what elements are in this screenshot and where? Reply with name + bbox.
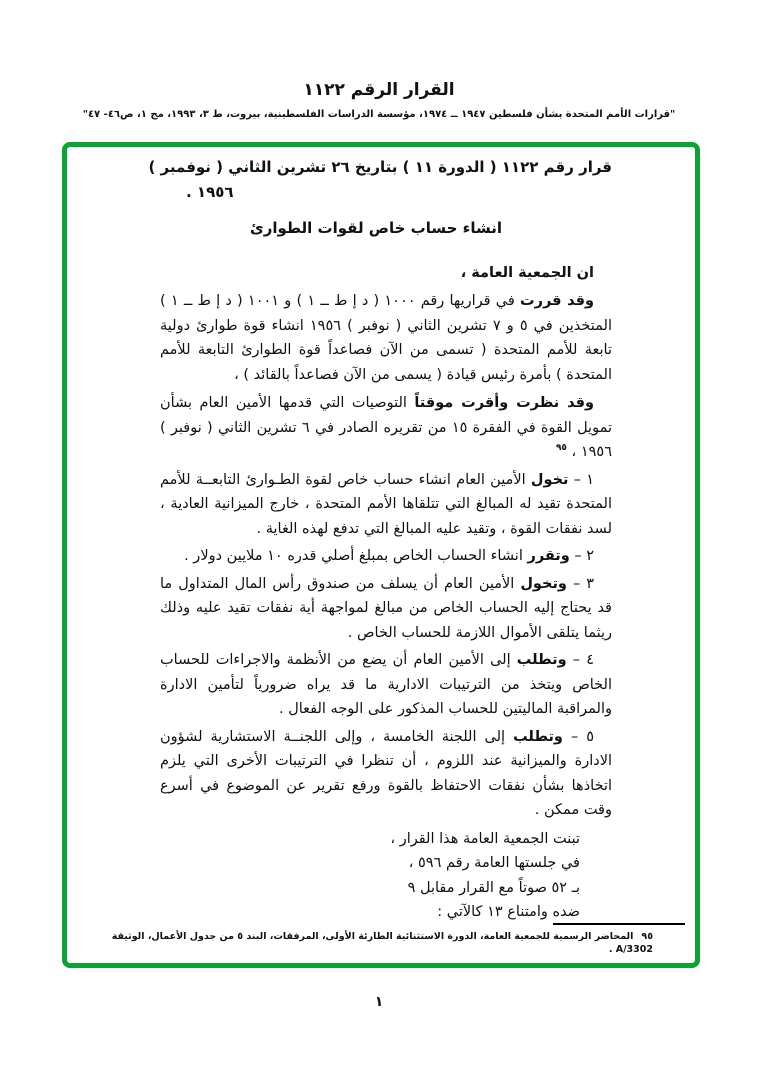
item-number: ١ – [573,471,595,488]
resolution-heading-line1: قرار رقم ١١٢٢ ( الدورة ١١ ) بتاريخ ٢٦ تشرين الثاني ( نوفمبر ) [148,158,612,176]
item-number: ٥ – [570,728,594,745]
preamble-paragraph [160,391,612,465]
footnote-marker: ٩٥ [641,931,653,942]
item-lead: وتطلب [513,728,563,745]
resolution-item-4 [160,648,612,722]
preamble-text: في قراريها رقم ١٠٠٠ ( د إ ط ــ ١ ) و ١٠٠١ ( د إ ط ــ ١ ) المتخذين في ٥ و ٧ تشرين الثاني ( نوفبر ) ١٩٥٦ انشاء قوة طوارئ دولية تابعة للأمم المتحدة ( تسمى من الآن فصاعداً قوة الطوارئ التابعة للأمم المتحدة ) بأمرة رئيس قيادة ( يسمى من الآن فصاعداً بالقائد ) ، [160,293,612,383]
footnote-body: المحاضر الرسمية للجمعية العامة، الدورة الاستثنائية الطارئة الأولى، المرفقات، البند ٥ من جدول الأعمال، الوثيقة A/3302 . [111,931,653,955]
resolution-title: القرار الرقم ١١٢٢ [303,80,455,100]
preamble-lead: وقد قررت [520,293,594,309]
page-number: ١ [374,994,384,1010]
adoption-line: في جلستها العامة رقم ٥٩٦ ، [408,855,580,871]
resolution-body [148,155,613,925]
opening-phrase: ان الجمعية العامة ، [460,264,594,281]
resolution-item-3 [160,572,612,646]
item-text: إلى الأمين العام أن يضع من الأنظمة والاجراءات للحساب الخاص ويتخذ من الترتيبات الادارية ما قد يراه ضرورياً لتأمين الادارة والمراقبة الماليتين للحساب المذكور على الوجه الفعال . [160,652,612,717]
adoption-line: ضده وامتناع ١٣ كالآتي : [437,904,580,920]
footnote-separator [553,923,685,925]
resolution-item-1 [160,468,612,542]
preamble-text: التوصيات التي قدمها الأمين العام بشأن تمويل القوة في الفقرة ١٥ من تقريره الصادر في ٦ تشرين الثاني ( نوفبر ) ١٩٥٦ ، [160,395,613,460]
resolution-border-box [62,142,700,968]
item-text: إلى اللجنة الخامسة ، وإلى اللجنــة الاستشارية لشؤون الادارة والميزانية عند اللزوم ، أن تنظرا في الترتيبات الأخرى التي يلزم اتخاذها بشأن نفقات الاحتفاظ بالقوة ورفع تقرير عن الموضوع في أسرع وقت ممكن . [160,728,612,818]
preamble-paragraph [160,289,612,387]
item-number: ٢ – [574,548,594,564]
resolution-item-5 [160,725,612,823]
item-number: ٤ – [572,652,594,668]
adoption-line: بـ ٥٢ صوتاً مع القرار مقابل ٩ [407,879,580,896]
item-lead: وتقرر [527,548,570,564]
footnote-reference: ٩٥ [555,443,567,454]
item-text: انشاء الحساب الخاص بمبلغ أصلي قدره ١٠ ملايين دولار . [184,548,528,564]
item-lead: تخول [530,471,569,488]
resolution-item-2 [160,544,612,569]
item-text: الأمين العام أن يسلف من صندوق رأس المال المتداول ما قد يحتاج إليه الحساب الخاص من مبالغ لمواجهة أية نفقات تقيد عليه وذلك ريثما يتلقى الأموال اللازمة للحساب الخاص . [160,575,612,641]
adoption-line: تبنت الجمعية العامة هذا القرار ، [390,830,580,847]
resolution-heading-line2: ١٩٥٦ . [186,182,234,201]
item-lead: وتخول [520,575,567,592]
item-number: ٣ – [572,575,594,592]
footnote [93,930,687,956]
item-text: الأمين العام انشاء حساب خاص لقوة الطـوارئ التابعــة للأمم المتحدة تقيد له المبالغ التي تتلقاها الأمم المتحدة ، خارج الميزانية العادية ، لسد نفقات القوة ، وتقيد عليه المبالغ التي تدفع لهذه الغاية . [160,471,612,537]
resolution-subject: انشاء حساب خاص لقوات الطوارئ [250,219,502,237]
source-citation: "قرارات الأمم المتحدة بشأن فلسطين ١٩٤٧ ــ ١٩٧٤، مؤسسة الدراسات الفلسطينية، بيروت، ط ٣، ١٩٩٣، مج ١، ص٤٦- ٤٧" [82,109,676,120]
adoption-block [160,827,612,925]
item-lead: وتطلب [516,652,567,668]
preamble-lead: وقد نظرت وأقرت موقتاً [414,395,594,411]
footnote-area [93,923,687,956]
